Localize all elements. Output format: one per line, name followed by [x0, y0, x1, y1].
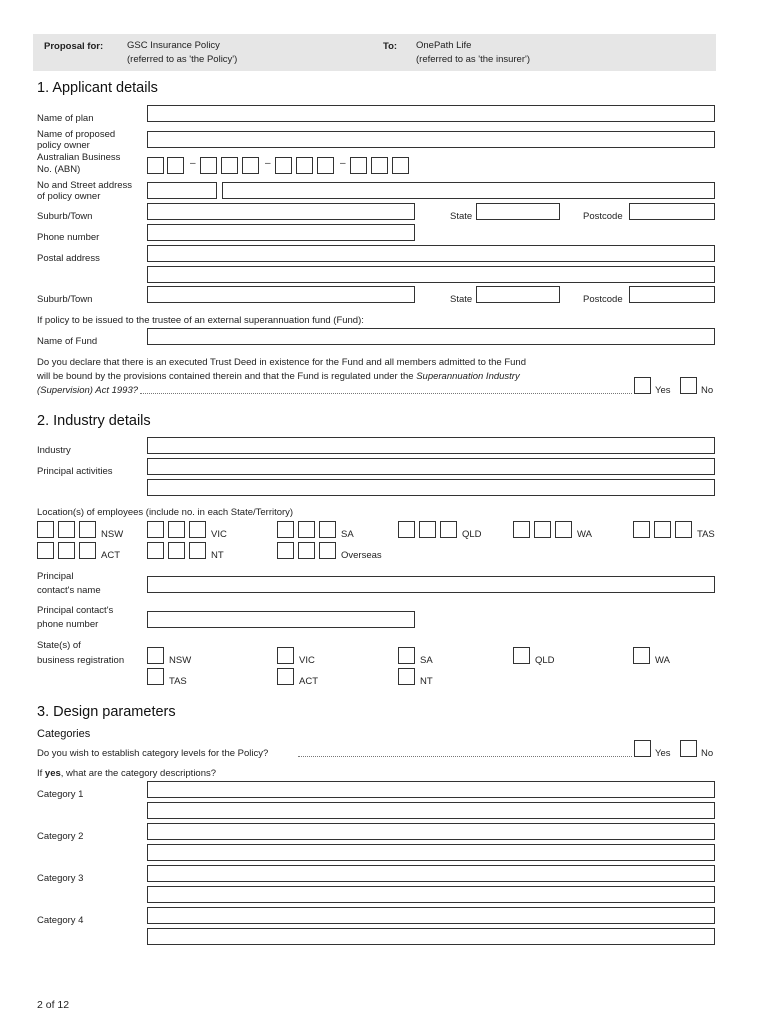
category-question: Do you wish to establish category levels for the Policy?: [37, 748, 269, 759]
abn-digit-7[interactable]: [296, 157, 313, 174]
loc-tas-label: TAS: [697, 529, 715, 540]
category-leader-dots: [298, 756, 632, 757]
suburb2-label: Suburb/Town: [37, 294, 93, 305]
reg-nsw-checkbox[interactable]: [147, 647, 164, 664]
reg-act-label: ACT: [299, 676, 318, 687]
category-yes-checkbox[interactable]: [634, 740, 651, 757]
locations-label: Location(s) of employees (include no. in each State/Territory): [37, 507, 294, 518]
to-line2: (referred to as 'the insurer'): [416, 54, 530, 65]
fund-name-label: Name of Fund: [37, 336, 98, 347]
loc-nsw-box-1[interactable]: [37, 521, 54, 538]
abn-digit-8[interactable]: [317, 157, 334, 174]
street-address-field[interactable]: [222, 182, 715, 199]
category-3-label: Category 3: [37, 873, 84, 884]
phone-field[interactable]: [147, 224, 415, 241]
reg-tas-checkbox[interactable]: [147, 668, 164, 685]
category-3-field-2[interactable]: [147, 907, 715, 924]
activities-label: Principal activities: [37, 466, 113, 477]
proposed-owner-field[interactable]: [147, 131, 715, 148]
phone-label: Phone number: [37, 232, 100, 243]
contact-phone-label-2: phone number: [37, 619, 99, 630]
category-1-field-2[interactable]: [147, 802, 715, 819]
contact-label-1: Principal: [37, 571, 74, 582]
postal-field-2[interactable]: [147, 266, 715, 283]
proposal-label: Proposal for:: [44, 41, 104, 52]
abn-digit-1[interactable]: [147, 157, 164, 174]
abn-digit-11[interactable]: [392, 157, 409, 174]
if-bold: yes: [44, 768, 61, 779]
category-2-label: Category 2: [37, 831, 84, 842]
loc-tas-box-2[interactable]: [654, 521, 671, 538]
address-label-2: of policy owner: [37, 191, 101, 202]
category-1-field-3[interactable]: [147, 823, 715, 840]
trustee-note: If policy to be issued to the trustee of an external superannuation fund (Fund):: [37, 315, 364, 326]
to-line1: OnePath Life: [416, 40, 472, 51]
state2-label: State: [450, 294, 473, 305]
section2-title: 2. Industry details: [37, 413, 151, 429]
loc-act-label: ACT: [101, 550, 120, 561]
category-no-label: No: [701, 748, 714, 759]
proposal-line1: GSC Insurance Policy: [127, 40, 220, 51]
category-2-field-1[interactable]: [147, 844, 715, 861]
reg-nsw-label: NSW: [169, 655, 192, 666]
name-of-plan-label: Name of plan: [37, 113, 94, 124]
abn-digit-9[interactable]: [350, 157, 367, 174]
loc-qld-box-2[interactable]: [419, 521, 436, 538]
abn-digit-6[interactable]: [275, 157, 292, 174]
loc-act-box-3[interactable]: [79, 542, 96, 559]
reg-vic-checkbox[interactable]: [277, 647, 294, 664]
declare-line3: (Supervision) Act 1993?: [37, 385, 139, 396]
state-label: State: [450, 211, 473, 222]
postal-field-1[interactable]: [147, 245, 715, 262]
if-prefix: If: [37, 768, 45, 779]
page-number: 2 of 12: [37, 999, 70, 1011]
category-descriptions-prompt: [37, 768, 216, 779]
loc-tas-box-1[interactable]: [633, 521, 650, 538]
contact-label-2: contact's name: [37, 585, 101, 596]
proposal-line2: (referred to as 'the Policy'): [127, 54, 238, 65]
loc-nsw-box-3[interactable]: [79, 521, 96, 538]
loc-wa-box-1[interactable]: [513, 521, 530, 538]
declare-yes-label: Yes: [655, 385, 671, 396]
loc-wa-box-3[interactable]: [555, 521, 572, 538]
category-no-checkbox[interactable]: [680, 740, 697, 757]
loc-act-box-2[interactable]: [58, 542, 75, 559]
abn-digit-5[interactable]: [242, 157, 259, 174]
reg-qld-label: QLD: [535, 655, 555, 666]
loc-tas-box-3[interactable]: [675, 521, 692, 538]
loc-nt-box-1[interactable]: [147, 542, 164, 559]
category-3-field-1[interactable]: [147, 886, 715, 903]
loc-nt-box-3[interactable]: [189, 542, 206, 559]
reg-sa-checkbox[interactable]: [398, 647, 415, 664]
contact-name-field[interactable]: [147, 576, 715, 593]
declare-yes-checkbox[interactable]: [634, 377, 651, 394]
category-4-label: Category 4: [37, 915, 84, 926]
reg-wa-label: WA: [655, 655, 670, 666]
declare-line2: [37, 371, 520, 382]
abn-dash-3: –: [340, 158, 346, 169]
contact-phone-field[interactable]: [147, 611, 415, 628]
declare-line1: Do you declare that there is an executed Trust Deed in existence for the Fund and all members admitted to the Fund: [37, 357, 526, 368]
declare-no-label: No: [701, 385, 714, 396]
abn-digit-10[interactable]: [371, 157, 388, 174]
activities-field-2[interactable]: [147, 479, 715, 496]
section1-title: 1. Applicant details: [37, 80, 158, 96]
category-yes-label: Yes: [655, 748, 671, 759]
proposed-owner-label-2: policy owner: [37, 140, 90, 151]
loc-overseas-box-3[interactable]: [319, 542, 336, 559]
reg-tas-label: TAS: [169, 676, 187, 687]
street-number-field[interactable]: [147, 182, 217, 199]
address-label-1: No and Street address: [37, 180, 133, 191]
postal-label: Postal address: [37, 253, 100, 264]
abn-label-2: No. (ABN): [37, 164, 81, 175]
loc-sa-box-1[interactable]: [277, 521, 294, 538]
reg-wa-checkbox[interactable]: [633, 647, 650, 664]
loc-act-box-1[interactable]: [37, 542, 54, 559]
loc-nsw-label: NSW: [101, 529, 124, 540]
postcode2-field[interactable]: [629, 286, 715, 303]
loc-nsw-box-2[interactable]: [58, 521, 75, 538]
loc-overseas-box-1[interactable]: [277, 542, 294, 559]
contact-phone-label-1: Principal contact's: [37, 605, 114, 616]
loc-qld-box-1[interactable]: [398, 521, 415, 538]
suburb2-field[interactable]: [147, 286, 415, 303]
proposed-owner-label-1: Name of proposed: [37, 129, 116, 140]
reg-sa-label: SA: [420, 655, 433, 666]
reg-act-checkbox[interactable]: [277, 668, 294, 685]
fund-name-field[interactable]: [147, 328, 715, 345]
reg-nt-checkbox[interactable]: [398, 668, 415, 685]
abn-digit-3[interactable]: [200, 157, 217, 174]
declare-no-checkbox[interactable]: [680, 377, 697, 394]
loc-qld-box-3[interactable]: [440, 521, 457, 538]
postcode2-label: Postcode: [583, 294, 623, 305]
industry-label: Industry: [37, 445, 71, 456]
reg-qld-checkbox[interactable]: [513, 647, 530, 664]
section3-title: 3. Design parameters: [37, 704, 176, 720]
loc-nt-label: NT: [211, 550, 224, 561]
loc-sa-box-3[interactable]: [319, 521, 336, 538]
declare-line2-b: Superannuation Industry: [416, 371, 520, 382]
name-of-plan-field[interactable]: [147, 105, 715, 122]
category-2-field-2[interactable]: [147, 865, 715, 882]
categories-heading: Categories: [37, 728, 91, 740]
abn-dash-1: –: [190, 158, 196, 169]
loc-vic-label: VIC: [211, 529, 227, 540]
state2-field[interactable]: [476, 286, 560, 303]
reg-nt-label: NT: [420, 676, 433, 687]
category-1-field-1[interactable]: [147, 781, 715, 798]
state-field[interactable]: [476, 203, 560, 220]
loc-sa-label: SA: [341, 529, 354, 540]
category-1-label: Category 1: [37, 789, 84, 800]
loc-qld-label: QLD: [462, 529, 482, 540]
to-label: To:: [383, 41, 398, 52]
suburb-label: Suburb/Town: [37, 211, 93, 222]
declare-line2-a: will be bound by the provisions contained therein and that the Fund is regulated under the: [37, 371, 417, 382]
loc-vic-box-3[interactable]: [189, 521, 206, 538]
registration-label-2: business registration: [37, 655, 125, 666]
abn-dash-2: –: [265, 158, 271, 169]
loc-overseas-label: Overseas: [341, 550, 382, 561]
reg-vic-label: VIC: [299, 655, 315, 666]
if-rest: , what are the category descriptions?: [60, 768, 217, 779]
loc-vic-box-1[interactable]: [147, 521, 164, 538]
registration-label-1: State(s) of: [37, 640, 81, 651]
loc-sa-box-2[interactable]: [298, 521, 315, 538]
category-4-field-1[interactable]: [147, 928, 715, 945]
abn-digit-2[interactable]: [167, 157, 184, 174]
abn-digit-4[interactable]: [221, 157, 238, 174]
suburb-field[interactable]: [147, 203, 415, 220]
abn-label-1: Australian Business: [37, 152, 121, 163]
postcode-label: Postcode: [583, 211, 623, 222]
loc-wa-label: WA: [577, 529, 592, 540]
loc-vic-box-2[interactable]: [168, 521, 185, 538]
loc-wa-box-2[interactable]: [534, 521, 551, 538]
loc-overseas-box-2[interactable]: [298, 542, 315, 559]
declare-leader-dots: [140, 393, 632, 394]
postcode-field[interactable]: [629, 203, 715, 220]
loc-nt-box-2[interactable]: [168, 542, 185, 559]
activities-field-1[interactable]: [147, 458, 715, 475]
industry-field[interactable]: [147, 437, 715, 454]
